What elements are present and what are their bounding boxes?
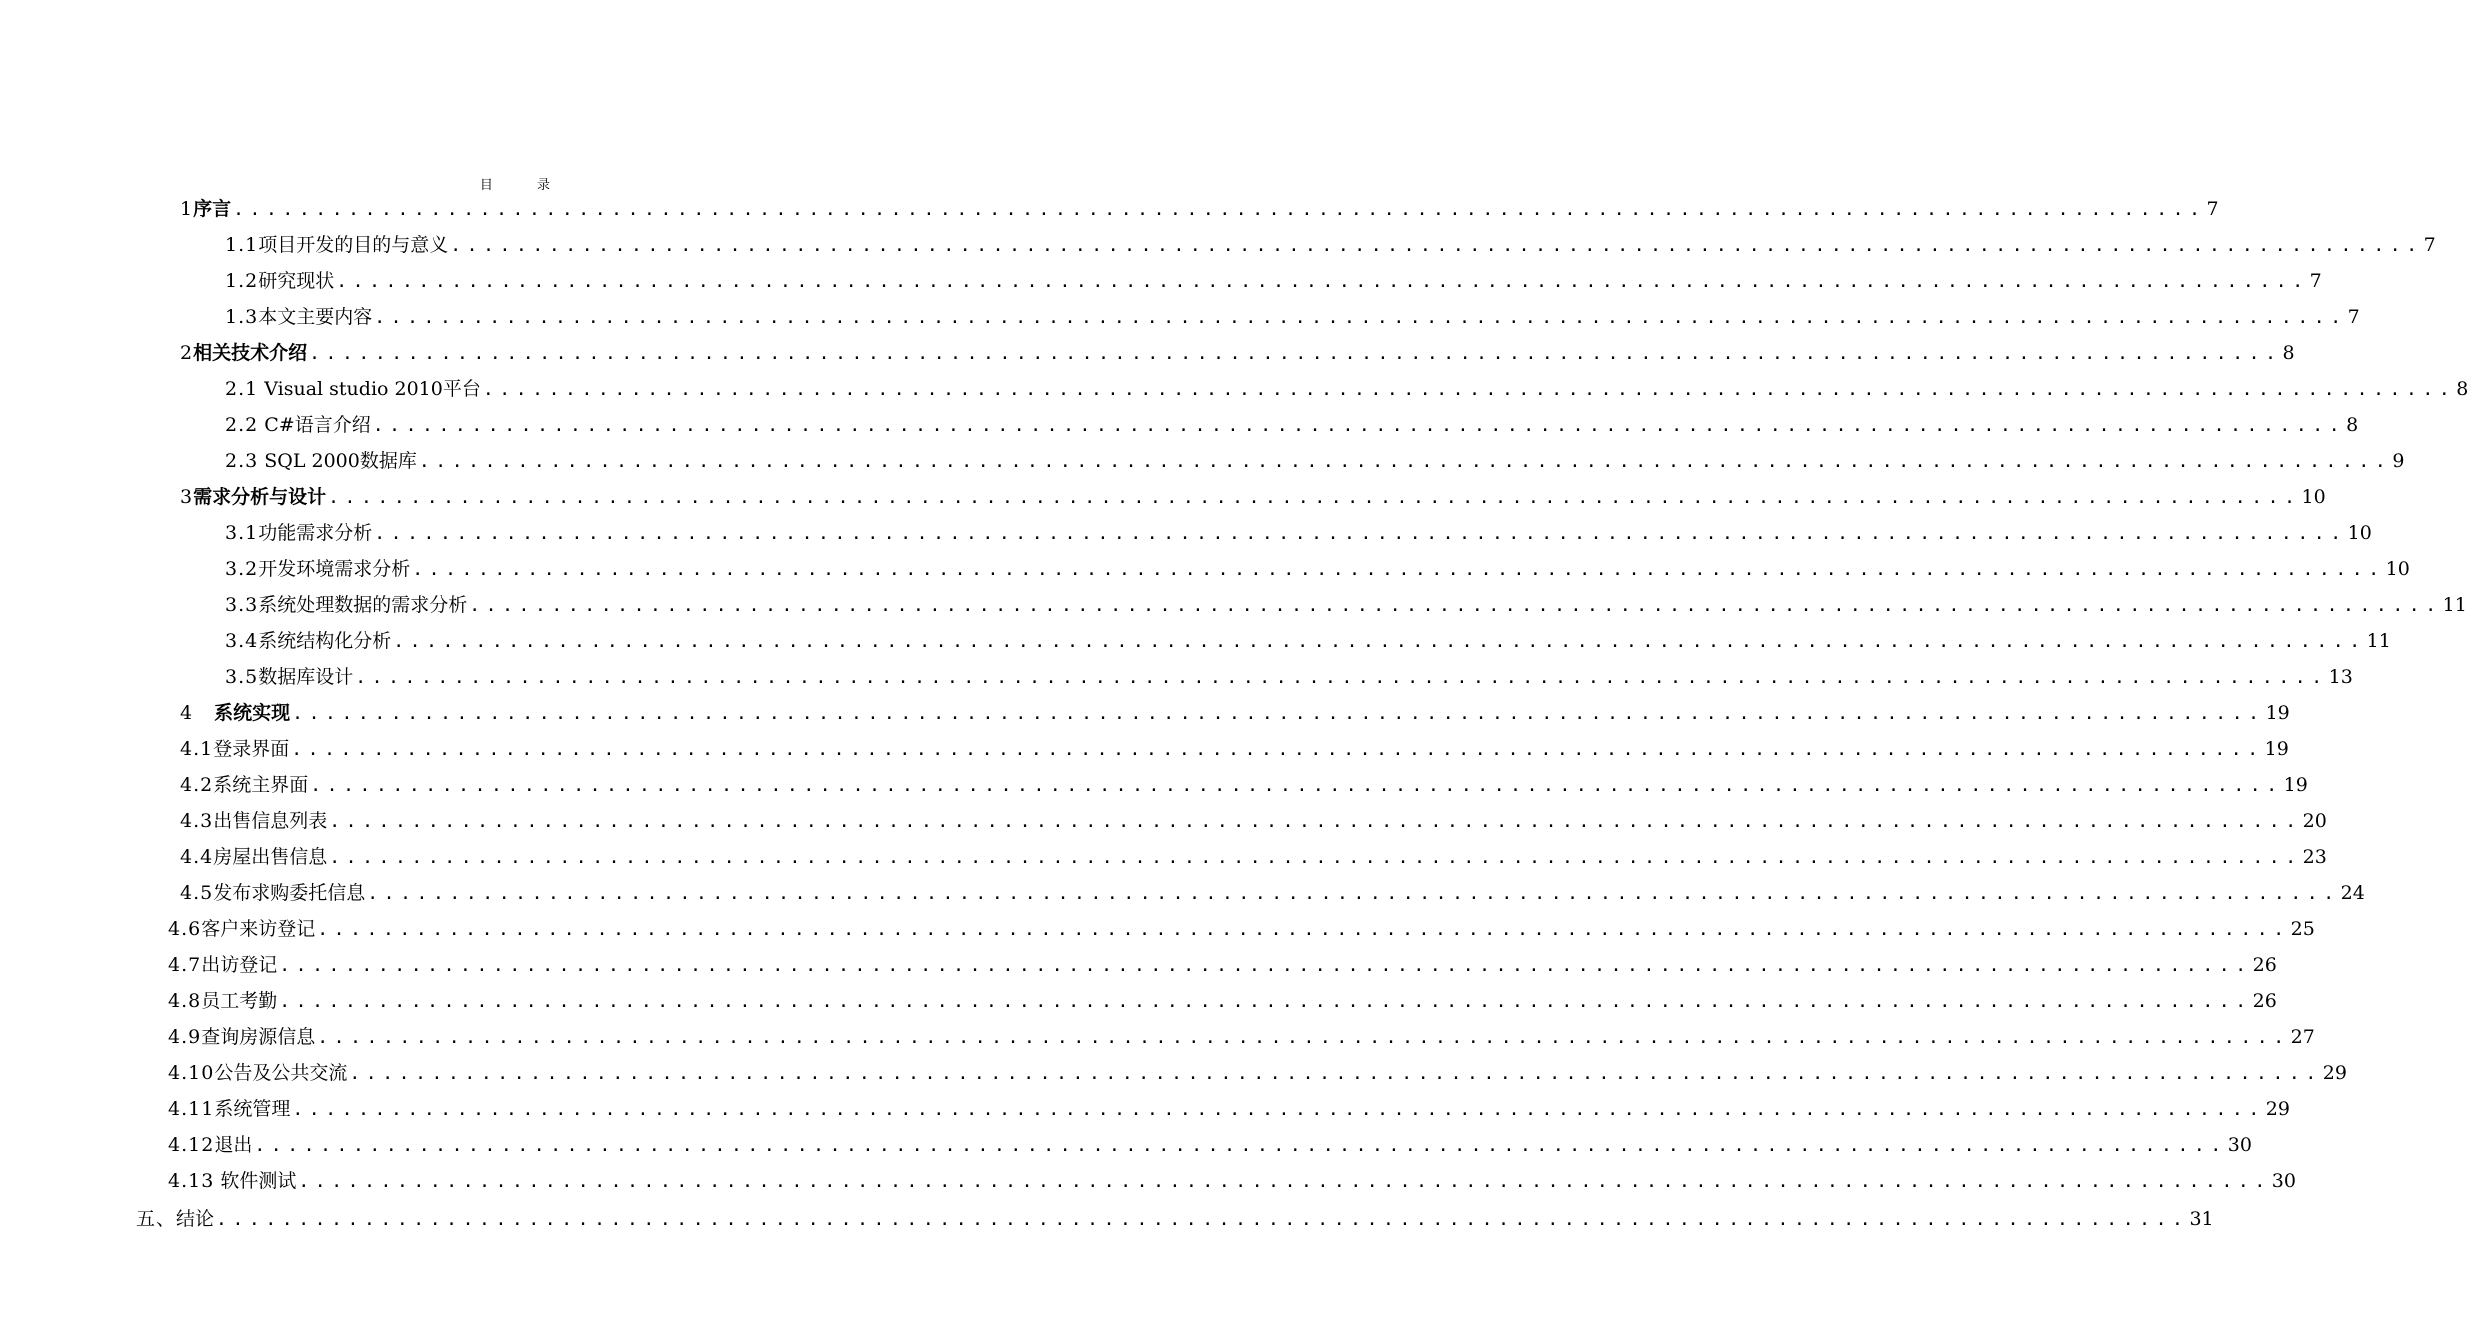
dot-leader: ........................................................................................................................ bbox=[329, 811, 2302, 832]
toc-entry-number: 1.1 bbox=[225, 234, 259, 256]
toc-entry[interactable] bbox=[168, 914, 2315, 944]
toc-entry-number: 3 bbox=[180, 486, 194, 508]
toc-entry[interactable] bbox=[225, 446, 2405, 476]
toc-entry-label bbox=[225, 626, 391, 656]
toc-entry-page: 10 bbox=[2347, 522, 2372, 544]
dot-leader: ........................................................................................................................ bbox=[367, 883, 2340, 904]
toc-entry-page: 7 bbox=[2347, 306, 2360, 328]
toc-entry-label bbox=[225, 446, 417, 476]
toc-entry-text: 数据库设计 bbox=[258, 666, 354, 688]
toc-entry-text: 房屋出售信息 bbox=[213, 846, 328, 868]
toc-entry-number: 4.13 bbox=[168, 1170, 215, 1192]
toc-entry[interactable] bbox=[168, 1022, 2315, 1052]
toc-entry-page: 24 bbox=[2340, 882, 2365, 904]
toc-entry-number: 4.2 bbox=[180, 774, 214, 796]
toc-entry-text: SQL 2000数据库 bbox=[258, 450, 417, 472]
toc-entry-number: 4.1 bbox=[180, 738, 214, 760]
dot-leader: ........................................................................................................................ bbox=[349, 1063, 2322, 1084]
toc-entry-number: 1.2 bbox=[225, 270, 259, 292]
toc-entry[interactable] bbox=[136, 1204, 2214, 1234]
dot-leader: ........................................................................................................................ bbox=[328, 487, 2301, 508]
toc-entry[interactable] bbox=[180, 770, 2308, 800]
toc-entry-page: 10 bbox=[2301, 486, 2326, 508]
toc-entry[interactable] bbox=[168, 986, 2277, 1016]
toc-entry-text: 出售信息列表 bbox=[213, 810, 328, 832]
toc-entry[interactable] bbox=[180, 806, 2327, 836]
toc-entry[interactable] bbox=[225, 554, 2410, 584]
toc-entry-page: 20 bbox=[2302, 810, 2327, 832]
dot-leader: ........................................................................................................................ bbox=[292, 703, 2265, 724]
toc-entry-label bbox=[168, 950, 277, 980]
toc-entry-text: 开发环境需求分析 bbox=[258, 558, 411, 580]
toc-entry[interactable] bbox=[180, 698, 2290, 728]
toc-entry-number: 4.9 bbox=[168, 1026, 202, 1048]
dot-leader: ........................................................................................................................ bbox=[292, 1099, 2265, 1120]
toc-entry-page: 23 bbox=[2302, 846, 2327, 868]
toc-entry-text: 软件测试 bbox=[214, 1170, 297, 1192]
toc-entry-number: 2.3 bbox=[225, 450, 259, 472]
toc-entry-label bbox=[168, 1166, 296, 1196]
toc-entry-label bbox=[168, 1094, 290, 1124]
toc-entry[interactable] bbox=[180, 194, 2219, 224]
toc-entry-page: 8 bbox=[2456, 378, 2468, 400]
toc-entry-number: 4.7 bbox=[168, 954, 202, 976]
toc-entry-text: Visual studio 2010平台 bbox=[258, 378, 481, 400]
toc-entry-label bbox=[180, 734, 289, 764]
dot-leader: ........................................................................................................................ bbox=[233, 199, 2206, 220]
toc-entry-label bbox=[168, 1058, 347, 1088]
toc-entry-label bbox=[180, 482, 326, 512]
toc-entry-number: 2 bbox=[180, 342, 194, 364]
toc-entry-label bbox=[168, 1130, 252, 1160]
toc-entry-text: 系统实现 bbox=[214, 702, 291, 724]
toc-entry-label bbox=[180, 338, 307, 368]
toc-entry-page: 7 bbox=[2206, 198, 2219, 220]
toc-entry[interactable] bbox=[180, 842, 2327, 872]
dot-leader: ........................................................................................................................ bbox=[412, 559, 2385, 580]
dot-leader: ........................................................................................................................ bbox=[336, 271, 2309, 292]
dot-leader: ........................................................................................................................ bbox=[329, 847, 2302, 868]
dot-leader: ........................................................................................................................ bbox=[317, 1027, 2290, 1048]
dot-leader: ........................................................................................................................ bbox=[309, 343, 2282, 364]
toc-entry-number: 3.1 bbox=[225, 522, 259, 544]
dot-leader: ........................................................................................................................ bbox=[298, 1171, 2271, 1192]
toc-entry-label bbox=[225, 374, 481, 404]
toc-entry-label bbox=[225, 230, 448, 260]
toc-entry-text: 查询房源信息 bbox=[201, 1026, 316, 1048]
toc-entry-page: 10 bbox=[2385, 558, 2410, 580]
toc-entry[interactable] bbox=[168, 950, 2277, 980]
toc-entry-number: 3.4 bbox=[225, 630, 259, 652]
toc-entry[interactable] bbox=[225, 374, 2468, 404]
toc-entry-text: C#语言介绍 bbox=[258, 414, 371, 436]
toc-entry-text: 结论 bbox=[176, 1208, 215, 1230]
toc-entry-number: 4.3 bbox=[180, 810, 214, 832]
toc-entry-number: 4.10 bbox=[168, 1062, 215, 1084]
toc-entry-page: 7 bbox=[2309, 270, 2322, 292]
toc-entry[interactable] bbox=[225, 518, 2372, 548]
toc-entry-text: 本文主要内容 bbox=[258, 306, 373, 328]
toc-entry-number: 2.2 bbox=[225, 414, 259, 436]
toc-entry-number: 2.1 bbox=[225, 378, 259, 400]
toc-entry-text: 研究现状 bbox=[258, 270, 335, 292]
toc-entry[interactable] bbox=[168, 1058, 2347, 1088]
toc-entry-text: 系统主界面 bbox=[213, 774, 309, 796]
toc-entry-number: 3.3 bbox=[225, 594, 259, 616]
toc-entry-text: 序言 bbox=[193, 198, 232, 220]
toc-entry-text: 出访登记 bbox=[201, 954, 278, 976]
toc-entry-label bbox=[180, 698, 290, 728]
toc-entry[interactable] bbox=[225, 266, 2322, 296]
toc-entry-text: 相关技术介绍 bbox=[193, 342, 308, 364]
toc-entry-text: 公告及公共交流 bbox=[214, 1062, 348, 1084]
toc-entry-page: 29 bbox=[2322, 1062, 2347, 1084]
toc-entry-number: 3.5 bbox=[225, 666, 259, 688]
toc-entry-label bbox=[136, 1204, 214, 1234]
toc-entry[interactable] bbox=[225, 410, 2359, 440]
dot-leader: ........................................................................................................................ bbox=[279, 991, 2252, 1012]
toc-entry-label bbox=[168, 914, 315, 944]
toc-entry-page: 11 bbox=[2442, 594, 2467, 616]
dot-leader: ........................................................................................................................ bbox=[418, 451, 2392, 472]
toc-entry-page: 26 bbox=[2252, 954, 2277, 976]
toc-entry-page: 25 bbox=[2290, 918, 2315, 940]
toc-entry-text: 系统管理 bbox=[214, 1098, 291, 1120]
toc-entry-label bbox=[225, 302, 372, 332]
toc-entry-number: 4.11 bbox=[168, 1098, 215, 1120]
toc-entry-page: 11 bbox=[2366, 630, 2391, 652]
toc-entry-label bbox=[225, 662, 353, 692]
toc-entry-text: 系统结构化分析 bbox=[258, 630, 392, 652]
toc-entry-text: 系统处理数据的需求分析 bbox=[258, 594, 468, 616]
dot-leader: ........................................................................................................................ bbox=[482, 379, 2456, 400]
toc-entry-number: 4.6 bbox=[168, 918, 202, 940]
toc-entry-page: 8 bbox=[2282, 342, 2295, 364]
toc-entry[interactable] bbox=[180, 482, 2326, 512]
toc-entry[interactable] bbox=[180, 338, 2295, 368]
dot-leader: ........................................................................................................................ bbox=[291, 739, 2264, 760]
toc-entry-label bbox=[180, 806, 327, 836]
toc-entry-page: 13 bbox=[2328, 666, 2353, 688]
toc-entry-page: 29 bbox=[2265, 1098, 2290, 1120]
toc-entry-text: 需求分析与设计 bbox=[193, 486, 327, 508]
toc-entry-label bbox=[180, 878, 365, 908]
toc-entry-page: 27 bbox=[2290, 1026, 2315, 1048]
dot-leader: ........................................................................................................................ bbox=[469, 595, 2442, 616]
toc-entry-label bbox=[225, 590, 467, 620]
toc-entry-page: 30 bbox=[2227, 1134, 2252, 1156]
toc-entry-number: 1 bbox=[180, 198, 194, 220]
toc-entry-page: 7 bbox=[2423, 234, 2436, 256]
dot-leader: ........................................................................................................................ bbox=[310, 775, 2283, 796]
toc-entry[interactable] bbox=[225, 626, 2391, 656]
toc-entry-page: 26 bbox=[2252, 990, 2277, 1012]
toc-entry-label bbox=[225, 410, 371, 440]
toc-entry-label bbox=[225, 518, 372, 548]
toc-entry-number: 4.5 bbox=[180, 882, 214, 904]
dot-leader: ........................................................................................................................ bbox=[374, 523, 2347, 544]
toc-entry-page: 19 bbox=[2265, 702, 2290, 724]
toc-entry-page: 19 bbox=[2283, 774, 2308, 796]
toc-entry-text: 员工考勤 bbox=[201, 990, 278, 1012]
toc-entry[interactable] bbox=[168, 1166, 2296, 1196]
toc-entry[interactable] bbox=[168, 1130, 2252, 1160]
dot-leader: ........................................................................................................................ bbox=[374, 307, 2347, 328]
toc-entry-label bbox=[168, 1022, 315, 1052]
toc-title: 目 录 bbox=[479, 178, 571, 193]
toc-entry-page: 8 bbox=[2346, 414, 2359, 436]
toc-entry[interactable] bbox=[225, 662, 2353, 692]
dot-leader: ........................................................................................................................ bbox=[372, 415, 2346, 436]
toc-entry-text: 客户来访登记 bbox=[201, 918, 316, 940]
toc-entry-number: 4.8 bbox=[168, 990, 202, 1012]
toc-entry-text: 功能需求分析 bbox=[258, 522, 373, 544]
toc-entry-number: 五、 bbox=[136, 1208, 177, 1230]
toc-entry-number: 4.4 bbox=[180, 846, 214, 868]
toc-entry-label bbox=[168, 986, 277, 1016]
toc-entry-text: 退出 bbox=[214, 1134, 253, 1156]
toc-entry[interactable] bbox=[225, 302, 2360, 332]
dot-leader: ........................................................................................................................ bbox=[317, 919, 2290, 940]
toc-entry[interactable] bbox=[225, 230, 2436, 260]
toc-entry-text: 登录界面 bbox=[213, 738, 290, 760]
dot-leader: ........................................................................................................................ bbox=[355, 667, 2328, 688]
toc-entry-label bbox=[180, 194, 231, 224]
toc-entry-number: 4 bbox=[180, 702, 201, 724]
toc-entry-label bbox=[225, 266, 334, 296]
dot-leader: ........................................................................................................................ bbox=[279, 955, 2252, 976]
dot-leader: ........................................................................................................................ bbox=[254, 1135, 2227, 1156]
dot-leader: ........................................................................................................................ bbox=[393, 631, 2366, 652]
toc-entry-number: 1.3 bbox=[225, 306, 259, 328]
toc-entry-label bbox=[180, 770, 308, 800]
toc-entry[interactable] bbox=[180, 734, 2289, 764]
toc-entry-number: 4.12 bbox=[168, 1134, 215, 1156]
toc-entry-label bbox=[180, 842, 327, 872]
toc-entry-page: 31 bbox=[2189, 1208, 2214, 1230]
toc-entry-page: 9 bbox=[2392, 450, 2405, 472]
toc-entry-text: 项目开发的目的与意义 bbox=[258, 234, 449, 256]
toc-entry-label bbox=[225, 554, 410, 584]
toc-entry[interactable] bbox=[180, 878, 2365, 908]
toc-entry-page: 30 bbox=[2271, 1170, 2296, 1192]
dot-leader: ........................................................................................................................ bbox=[450, 235, 2423, 256]
toc-entry[interactable] bbox=[168, 1094, 2290, 1124]
toc-entry[interactable] bbox=[225, 590, 2467, 620]
dot-leader: ........................................................................................................................ bbox=[216, 1209, 2189, 1230]
toc-entry-number: 3.2 bbox=[225, 558, 259, 580]
toc-entry-text: 发布求购委托信息 bbox=[213, 882, 366, 904]
toc-entry-page: 19 bbox=[2264, 738, 2289, 760]
